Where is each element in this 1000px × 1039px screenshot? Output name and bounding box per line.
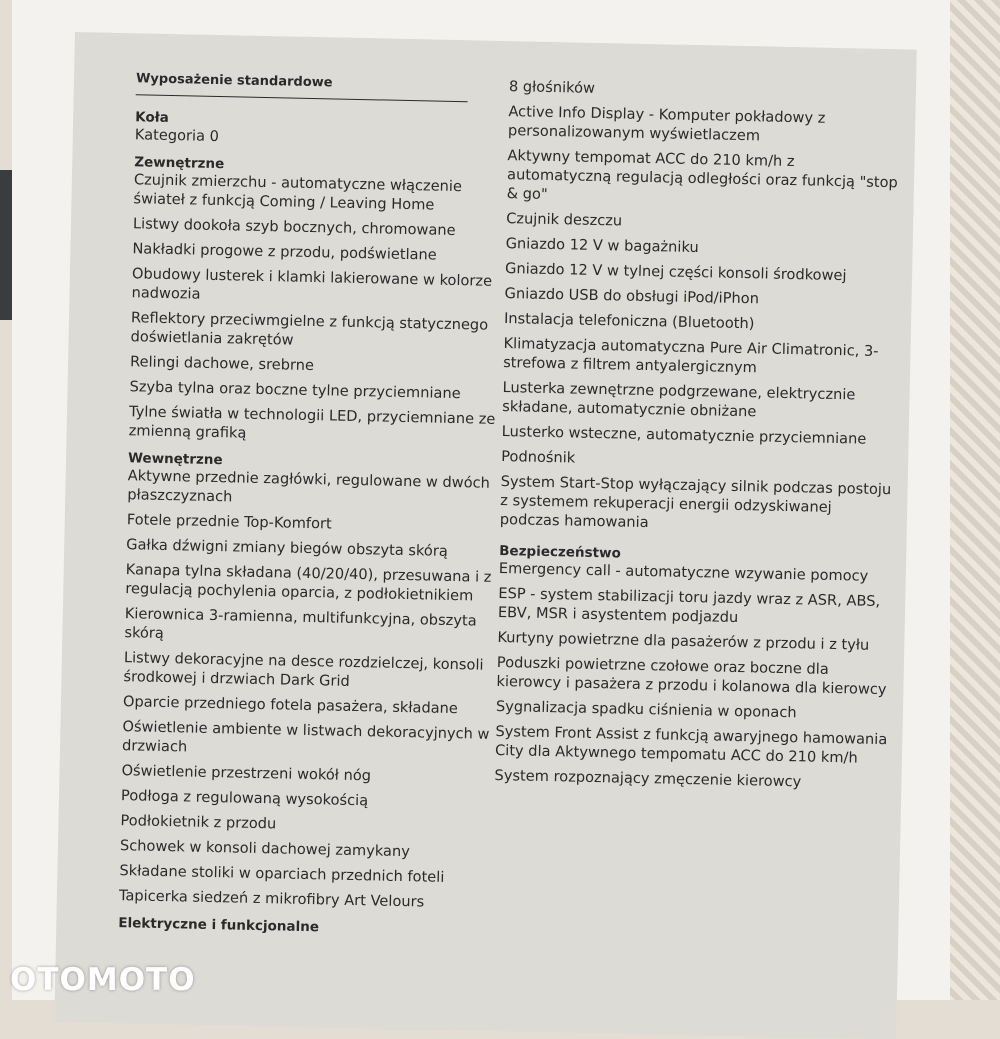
list-item: Lusterka zewnętrzne podgrzewane, elektrycznie składane, automatycznie obniżane <box>502 379 856 421</box>
wheels-value: Kategoria 0 <box>134 126 220 146</box>
otomoto-logo <box>10 962 196 998</box>
list-item: Nakładki progowe z przodu, podświetlane <box>132 240 437 264</box>
list-item: Reflektory przeciwmgielne z funkcją statycznego doświetlania zakrętów <box>130 309 489 349</box>
list-item: Oparcie przedniego fotela pasażera, składane <box>122 693 459 718</box>
right-column <box>494 77 904 799</box>
list-item: Aktywny tempomat ACC do 210 km/h z automatyczną regulacją odległości oraz funkcją "stop & go" <box>506 147 898 203</box>
list-item: Szyba tylna oraz boczne tylne przyciemniane <box>129 378 461 403</box>
list-item: Fotele przednie Top-Komfort <box>126 511 332 533</box>
list-item: Lusterko wsteczne, automatycznie przyciemniane <box>501 423 867 448</box>
list-item: System Start-Stop wyłączający silnik podczas postoju z systemem rekuperacji energii odzyskiwanej podczas hamowania <box>499 473 892 532</box>
list-item: Obudowy lusterek i klamki lakierowane w kolorze nadwozia <box>131 265 493 303</box>
spec-sheet <box>54 32 917 1039</box>
list-item: Instalacja telefoniczna (Bluetooth) <box>503 310 755 333</box>
list-item: Podłoga z regulowaną wysokością <box>120 787 369 810</box>
list-item: Poduszki powietrzne czołowe oraz boczne dla kierowcy i pasażera z przodu i kolanowa dla kierowcy <box>496 653 887 699</box>
list-item: Czujnik deszczu <box>506 210 623 230</box>
list-item: Tylne światła w technologii LED, przyciemniane ze zmienną grafiką <box>128 403 496 442</box>
list-item: Podłokietnik z przodu <box>120 812 277 833</box>
wheels-title: Koła <box>135 109 170 126</box>
list-item: Relingi dachowe, srebrne <box>129 353 315 375</box>
section-title: Wyposażenie standardowe <box>136 71 468 102</box>
electrical-list <box>500 77 904 537</box>
list-item: Sygnalizacja spadku ciśnienia w oponach <box>495 697 797 722</box>
logo-text: OTOMOTO <box>10 962 196 998</box>
list-item: Kierownica 3-ramienna, multifunkcyjna, obszyta skórą <box>124 605 477 642</box>
exterior-list <box>128 170 509 448</box>
interior-list <box>119 466 503 913</box>
list-item: System Front Assist z funkcją awaryjnego hamowania City dla Aktywnego tempomatu ACC do 210 km/h <box>494 722 888 767</box>
list-item: Oświetlenie ambiente w listwach dekoracyjnych w drzwiach <box>121 718 490 756</box>
safety-list <box>494 559 894 793</box>
list-item: Gniazdo USB do obsługi iPod/iPhon <box>504 285 760 308</box>
list-item: Klimatyzacja automatyczna Pure Air Climatronic, 3-strefowa z filtrem antyalergicznym <box>502 335 879 377</box>
safety-title: Bezpieczeństwo <box>499 542 621 562</box>
list-item: Kurtyny powietrzne dla pasażerów z przodu i z tyłu <box>497 628 870 654</box>
list-item: Gałka dźwigni zmiany biegów obszyta skórą <box>126 536 448 560</box>
list-item: Aktywne przednie zagłówki, regulowane w dwóch płaszczyznach <box>127 467 491 506</box>
list-item: Gniazdo 12 V w bagażniku <box>505 235 699 257</box>
exterior-title: Zewnętrzne <box>134 154 225 173</box>
list-item: Czujnik zmierzchu - automatyczne włączenie świateł z funkcją Coming / Leaving Home <box>133 171 463 214</box>
list-item: Tapicerka siedzeń z mikrofibry Art Velours <box>118 887 425 911</box>
list-item: System rozpoznający zmęczenie kierowcy <box>494 766 802 791</box>
electrical-title: Elektryczne i funkcjonalne <box>118 915 320 936</box>
list-item: Podnośnik <box>501 448 576 467</box>
list-item: Listwy dekoracyjne na desce rozdzielczej, konsoli środkowej i drzwiach Dark Grid <box>123 649 484 690</box>
list-item: Kanapa tylna składana (40/20/40), przesuwana i z regulacją pochylenia oparcia, z podłokietnikiem <box>125 561 492 605</box>
list-item: Gniazdo 12 V w tylnej części konsoli środkowej <box>504 260 847 285</box>
interior-title: Wewnętrzne <box>127 450 223 469</box>
list-item: ESP - system stabilizacji toru jazdy wraz z ASR, ABS, EBV, MSR i asystentem podjazdu <box>497 584 881 627</box>
list-item: Emergency call - automatyczne wzywanie pomocy <box>498 559 869 585</box>
list-item: Oświetlenie przestrzeni wokół nóg <box>121 762 372 785</box>
list-item: Active Info Display - Komputer pokładowy z personalizowanym wyświetlaczem <box>507 103 826 145</box>
list-item: Składane stoliki w oparciach przednich foteli <box>119 862 445 886</box>
list-item: Listwy dookoła szyb bocznych, chromowane <box>132 215 456 240</box>
list-item: 8 głośników <box>508 78 596 97</box>
list-item: Schowek w konsoli dachowej zamykany <box>119 837 411 861</box>
left-column <box>118 71 511 939</box>
